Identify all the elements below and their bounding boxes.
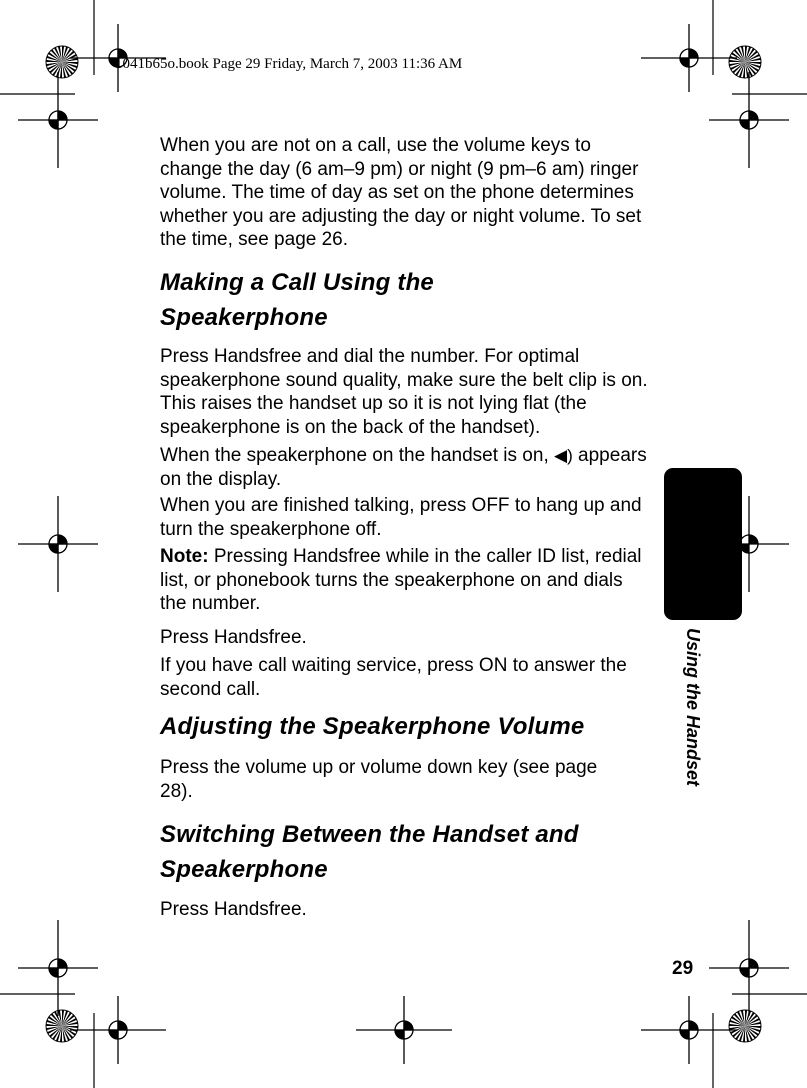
paragraph-finish-talking: When you are finished talking, press OFF to hang up and turn the speakerphone off. — [160, 495, 642, 540]
star-target-icon — [729, 1010, 761, 1042]
section-switching — [160, 817, 650, 887]
note-paragraph — [160, 545, 650, 616]
speaker-icon: ◀) — [554, 446, 573, 465]
heading-switching: Switching Between the Handset and Speakerphone — [160, 821, 579, 883]
page-number: 29 — [672, 958, 694, 979]
registration-crosshair-icon — [18, 496, 98, 592]
speaker-text-before: When the speakerphone on the handset is on, — [160, 445, 549, 466]
section-switching-body — [160, 898, 650, 922]
registration-crosshair-icon — [356, 996, 452, 1064]
registration-crosshair-icon — [709, 72, 789, 168]
paragraph-handsfree-dial: Press Handsfree and dial the number. For optimal speakerphone sound quality, make sure the belt clip is on. This raises the handset up so it is not lying flat (the speakerphone is on the back of the handset). — [160, 346, 648, 438]
note-label: Note: — [160, 546, 209, 567]
speaker-text-after: appears on the display. — [160, 445, 647, 490]
registration-crosshair-icon — [641, 24, 737, 92]
paragraph-call-waiting: If you have call waiting service, press ON to answer the second call. — [160, 655, 627, 700]
section-adjusting-body — [160, 756, 650, 803]
main-content — [160, 134, 650, 252]
side-tab-label-text: Using the Handset — [683, 628, 703, 787]
paragraph-volume-key: Press the volume up or volume down key (see page 28). — [160, 757, 598, 802]
heading-making-call: Making a Call Using the Speakerphone — [160, 269, 434, 331]
paragraph-press-handsfree-2: Press Handsfree. — [160, 899, 307, 920]
star-target-icon — [729, 46, 761, 78]
registration-crosshair-icon — [18, 72, 98, 168]
file-stamp: 1041b65o.book Page 29 Friday, March 7, 2003 11:36 AM — [115, 56, 463, 72]
registration-crosshair-icon — [641, 996, 737, 1064]
section-making-call — [160, 265, 650, 335]
section-adjusting — [160, 709, 650, 744]
note-text: Pressing Handsfree while in the caller ID list, redial list, or phonebook turns the speakerphone on and dials the number. — [160, 546, 642, 614]
paragraph-volume-keys: When you are not on a call, use the volume keys to change the day (6 am–9 pm) or night (9 pm–6 am) ringer volume. The time of day as set on the phone determines whether you are adjusting the day or night volume. To set the time, see page 26. — [160, 135, 642, 250]
heading-adjusting-volume: Adjusting the Speakerphone Volume — [160, 713, 585, 740]
section-thumb-tab — [664, 468, 742, 620]
registration-crosshair-icon — [70, 996, 166, 1064]
star-target-icon — [46, 46, 78, 78]
registration-crosshair-icon — [709, 920, 789, 1016]
section-making-call-body — [160, 345, 650, 701]
registration-crosshair-icon — [18, 920, 98, 1016]
star-target-icon — [46, 1010, 78, 1042]
paragraph-speaker-indicator — [160, 444, 650, 491]
paragraph-press-handsfree: Press Handsfree. — [160, 626, 307, 648]
